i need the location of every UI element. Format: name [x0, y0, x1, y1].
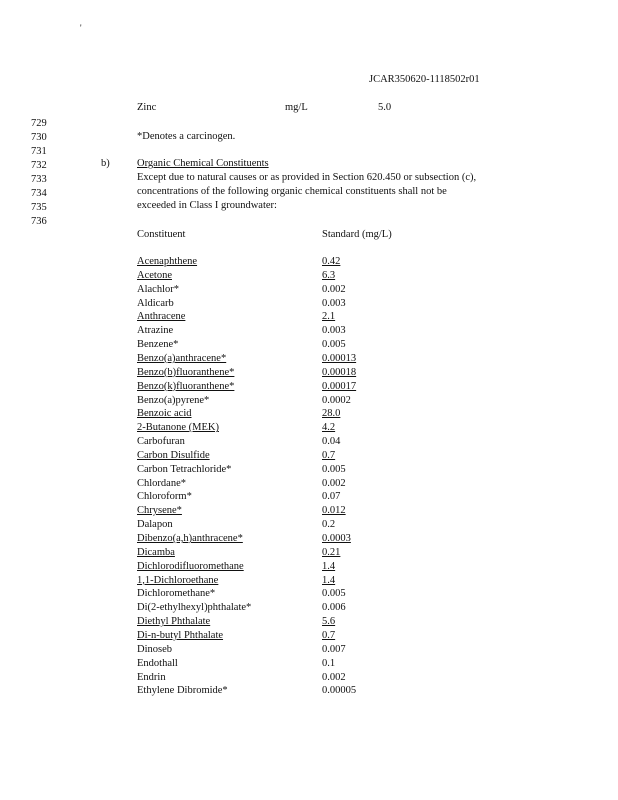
standard-value: 0.012 — [322, 505, 346, 517]
constituent-name: Aldicarb — [137, 297, 174, 309]
standard-value: 0.2 — [322, 519, 336, 531]
standard-value: 0.006 — [322, 602, 346, 614]
constituent-name: Dibenzo(a,h)anthracene* — [137, 533, 243, 544]
standard-value: 0.7 — [322, 629, 336, 641]
constituent-name: 2-Butanone (MEK) — [137, 422, 219, 434]
standard-value: 0.07 — [322, 491, 341, 503]
standard-value: 0.7 — [322, 449, 336, 461]
constituent-name: 1,1-Dichloroethane — [137, 574, 219, 586]
standard-value: 1.4 — [322, 574, 336, 586]
constituent-name: Endrin — [137, 671, 166, 683]
constituent-name: Benzo(a)pyrene* — [137, 394, 210, 406]
standard-value: 0.00018 — [322, 366, 357, 378]
constituent-name: Acetone — [137, 269, 172, 281]
constituent-name: Carbofuran — [137, 436, 185, 448]
standard-value: 0.005 — [322, 339, 346, 351]
constituent-name: Diethyl Phthalate — [137, 616, 211, 628]
standard-value: 2.1 — [322, 311, 336, 323]
standard-value: 0.00005 — [322, 685, 357, 697]
standard-value: 0.005 — [322, 463, 346, 475]
line-number: 731 — [31, 146, 47, 157]
standard-value: 0.003 — [322, 325, 346, 337]
standard-value: 0.00017 — [322, 380, 357, 392]
standard-value: 0.21 — [322, 546, 341, 558]
line-number: 730 — [31, 132, 47, 143]
line-number: 736 — [31, 216, 47, 227]
standard-value: 1.4 — [322, 560, 336, 572]
standard-value: 0.002 — [322, 283, 346, 295]
section-body-line: Except due to natural causes or as provided in Section 620.450 or subsection (c), — [137, 172, 477, 183]
section-body-line: exceeded in Class I groundwater: — [137, 200, 277, 211]
constituent-name: Ethylene Dibromide* — [137, 685, 228, 697]
standard-value: 0.00013 — [322, 352, 357, 364]
standard-value: 5.6 — [322, 616, 336, 628]
standard-value: 0.42 — [322, 256, 341, 267]
zinc-unit: mg/L — [285, 102, 308, 113]
constituent-name: Benzo(b)fluoranthene* — [137, 366, 235, 378]
constituent-name: Benzene* — [137, 339, 179, 351]
section-marker: b) — [101, 158, 110, 169]
constituent-name: Atrazine — [137, 325, 174, 337]
constituent-name: Chlordane* — [137, 477, 186, 489]
constituent-name: Carbon Disulfide — [137, 449, 210, 461]
stray-mark: ' — [80, 23, 82, 33]
constituent-name: Chrysene* — [137, 505, 182, 517]
standard-value: 6.3 — [322, 269, 336, 281]
constituent-name: Benzoic acid — [137, 408, 192, 420]
standard-value: 0.005 — [322, 588, 346, 600]
line-number: 729 — [31, 118, 47, 129]
line-number: 732 — [31, 160, 47, 171]
standard-value: 0.04 — [322, 436, 341, 448]
line-number: 735 — [31, 202, 47, 213]
standard-value: 0.003 — [322, 297, 346, 309]
line-number: 734 — [31, 188, 47, 199]
standard-value: 0.007 — [322, 643, 346, 655]
constituent-name: Acenaphthene — [137, 256, 198, 267]
standard-value: 0.0003 — [322, 533, 351, 544]
constituent-name: Dinoseb — [137, 643, 172, 655]
standard-value: 0.002 — [322, 671, 346, 683]
constituent-name: Di(2-ethylhexyl)phthalate* — [137, 602, 252, 614]
document-id: JCAR350620-1118502r01 — [369, 74, 480, 85]
constituent-name: Anthracene — [137, 311, 186, 323]
table-header-standard: Standard (mg/L) — [322, 229, 392, 240]
constituent-name: Endothall — [137, 657, 178, 669]
constituent-name: Chloroform* — [137, 491, 192, 503]
line-number: 733 — [31, 174, 47, 185]
constituent-name: Dichlorodifluoromethane — [137, 560, 244, 572]
constituent-name: Benzo(a)anthracene* — [137, 352, 227, 364]
constituent-name: Dicamba — [137, 546, 175, 558]
constituent-name: Benzo(k)fluoranthene* — [137, 380, 235, 392]
standard-value: 4.2 — [322, 422, 336, 434]
footnote: *Denotes a carcinogen. — [137, 131, 236, 142]
standard-value: 0.0002 — [322, 394, 351, 406]
constituent-name: Carbon Tetrachloride* — [137, 463, 232, 475]
constituent-name: Alachlor* — [137, 283, 179, 295]
standard-value: 0.1 — [322, 657, 336, 669]
standard-value: 0.002 — [322, 477, 346, 489]
constituent-name: Di-n-butyl Phthalate — [137, 629, 224, 641]
section-heading: Organic Chemical Constituents — [137, 158, 269, 169]
constituent-name: Dalapon — [137, 519, 173, 531]
constituent-name: Dichloromethane* — [137, 588, 216, 600]
standard-value: 28.0 — [322, 408, 341, 420]
zinc-value: 5.0 — [378, 102, 392, 113]
zinc-name: Zinc — [137, 102, 157, 113]
table-header-constituent: Constituent — [137, 229, 186, 240]
section-body-line: concentrations of the following organic chemical constituents shall not be — [137, 186, 447, 197]
